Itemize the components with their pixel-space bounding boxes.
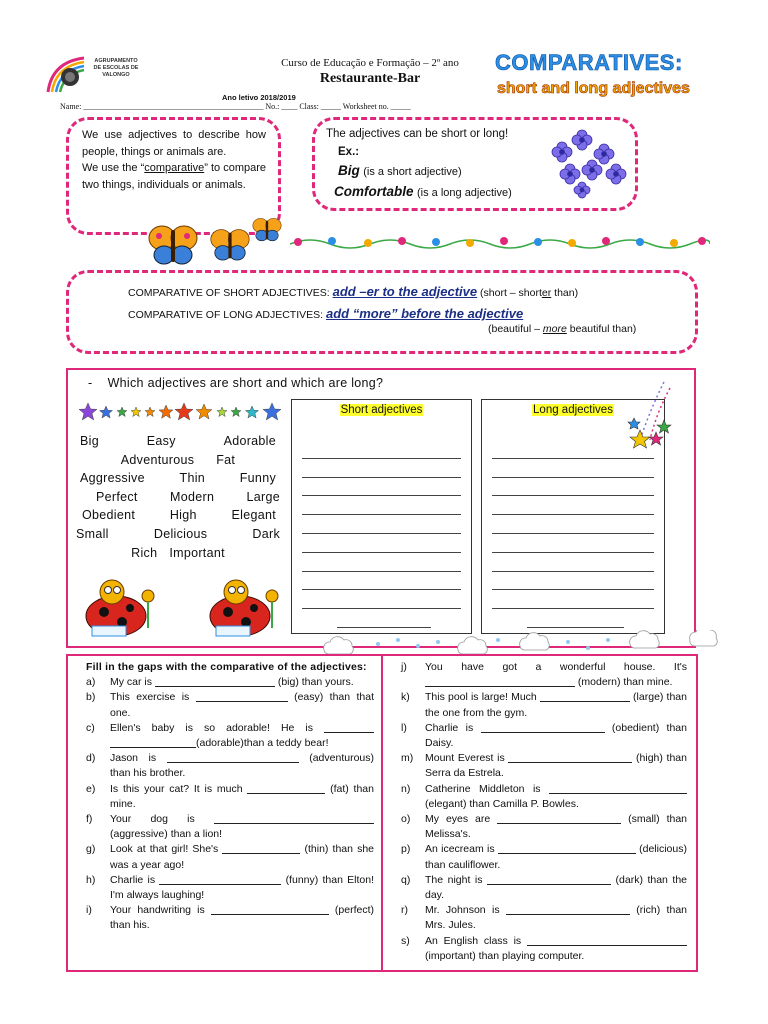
- short-adjectives-box: [291, 399, 472, 634]
- answer-blank[interactable]: [222, 843, 300, 854]
- exercise-item: [86, 675, 374, 690]
- exercise-item-text: This exercise is (easy) than that one.: [110, 691, 374, 719]
- exercise-item-label: r): [401, 904, 408, 917]
- word-item: Fat: [216, 452, 236, 467]
- exercise-item-label: g): [86, 843, 96, 856]
- answer-line[interactable]: [302, 478, 461, 497]
- exercise-item-label: l): [401, 721, 407, 734]
- exercise-item-text: Charlie is (funny) than Elton! I'm always laughing!: [110, 873, 375, 902]
- exercise-item: [401, 842, 687, 872]
- exercise-item: [401, 660, 687, 690]
- word-item: Small: [76, 526, 109, 541]
- exercise-item-text: Your handwriting is (perfect) than his.: [110, 904, 375, 932]
- exercise-item: [86, 842, 374, 872]
- word-item: Delicious: [153, 526, 208, 541]
- school-logo-text: AGRUPAMENTO DE ESCOLAS DE VALONGO: [93, 58, 139, 78]
- gap-fill-right-column: [401, 660, 687, 964]
- answer-line[interactable]: [492, 496, 654, 515]
- word-item: Thin: [179, 471, 206, 486]
- word-row: [76, 525, 280, 544]
- word-item: High: [169, 508, 197, 523]
- column-divider: [381, 654, 383, 972]
- exercise-item-text: Is this your cat? It is much (fat) than mine.: [110, 782, 374, 810]
- example-label: Ex.:: [338, 146, 360, 158]
- word-item: Adorable: [223, 434, 276, 448]
- course-subtitle: Restaurante-Bar: [319, 71, 421, 86]
- word-item: Rich: [131, 545, 158, 560]
- school-year: Ano letivo 2018/2019: [222, 93, 296, 102]
- answer-blank[interactable]: [487, 874, 611, 885]
- exercise-item-text: This pool is large! Much (large) than the one from the gym.: [425, 691, 687, 719]
- exercise-item-text: The night is (dark) than the day.: [425, 873, 688, 902]
- exercise-item-label: c): [86, 721, 95, 734]
- exercise-item-label: f): [86, 813, 93, 826]
- rule-long-adjectives: COMPARATIVE OF LONG ADJECTIVES: add “more” before the adjective: [128, 306, 524, 321]
- word-item: Big: [80, 434, 99, 448]
- answer-line[interactable]: [302, 590, 461, 609]
- exercise-item-label: i): [86, 904, 92, 917]
- word-item: Dark: [252, 526, 280, 541]
- answer-blank[interactable]: [211, 904, 329, 915]
- exercise-item-label: q): [401, 873, 411, 886]
- word-item: Modern: [170, 489, 215, 504]
- word-item: Aggressive: [80, 471, 145, 486]
- answer-blank[interactable]: [214, 813, 374, 824]
- answer-blank[interactable]: [324, 722, 374, 733]
- exercise-item-label: b): [86, 691, 96, 704]
- answer-line[interactable]: [302, 534, 461, 553]
- word-row: [76, 544, 280, 563]
- answer-line[interactable]: [302, 459, 461, 478]
- word-item: Large: [246, 489, 280, 504]
- long-adjectives-header: Long adjectives: [533, 404, 613, 416]
- answer-blank[interactable]: [247, 783, 325, 794]
- word-row: [76, 469, 280, 488]
- gap-fill-instruction: Fill in the gaps with the comparative of the adjectives:: [86, 661, 367, 673]
- exercise-item-text: Ellen's baby is so adorable! He is (adorable)than a teddy bear!: [110, 721, 374, 751]
- exercise-item: [401, 903, 687, 933]
- answer-line[interactable]: [302, 553, 461, 572]
- exercise-item-text: My eyes are (small) than Melissa's.: [425, 813, 688, 841]
- answer-line[interactable]: [492, 572, 654, 591]
- exercise-item-text: You have got a wonderful house. It's (modern) than mine.: [425, 661, 687, 689]
- answer-blank[interactable]: [527, 935, 687, 946]
- exercise-item-label: o): [401, 813, 411, 826]
- exercise-item-label: h): [86, 873, 96, 886]
- exercise-item-label: n): [401, 782, 411, 795]
- exercise-item-label: p): [401, 843, 411, 856]
- exercise-item: [86, 903, 374, 933]
- answer-line[interactable]: [302, 572, 461, 591]
- flower-garland: [290, 232, 710, 252]
- adjective-word-bank: [76, 432, 280, 562]
- exercise-item-text: An English class is (important) than playing computer.: [425, 934, 687, 964]
- rule-short-adjectives: COMPARATIVE OF SHORT ADJECTIVES: add –er to the adjective (short – shorter than): [128, 284, 579, 299]
- ladybug-character: [82, 572, 164, 640]
- gap-fill-left-column: [86, 660, 374, 934]
- answer-blank[interactable]: [159, 874, 281, 885]
- exercise-item-label: d): [86, 752, 96, 765]
- answer-line[interactable]: [492, 459, 654, 478]
- ladybug-character: [206, 572, 288, 640]
- answer-blank[interactable]: [497, 813, 621, 824]
- answer-blank[interactable]: [167, 752, 299, 763]
- exercise-item: [401, 690, 687, 720]
- answer-line[interactable]: [302, 496, 461, 515]
- intro-text-1: We use adjectives to describe how people, things or animals are.: [82, 129, 266, 158]
- exercise-item-label: s): [401, 934, 410, 947]
- exercise-item-text: Mount Everest is (high) than Serra da Estrela.: [425, 752, 687, 780]
- word-row: [76, 506, 280, 525]
- answer-line[interactable]: [337, 609, 431, 628]
- exercise-item: [86, 873, 374, 903]
- word-row: [76, 488, 280, 507]
- sort-question: - Which adjectives are short and which are long?: [88, 376, 384, 390]
- exercise-item: [86, 782, 374, 812]
- exercise-item: [86, 751, 374, 781]
- exercise-item: [86, 721, 374, 751]
- exercise-item-label: k): [401, 691, 410, 704]
- word-item: Important: [169, 545, 225, 560]
- word-item: Funny: [239, 471, 276, 486]
- answer-blank[interactable]: [425, 676, 575, 687]
- answer-blank[interactable]: [506, 904, 630, 915]
- exercise-item-text: Jason is (adventurous) than his brother.: [110, 752, 375, 780]
- exercise-item-text: An icecream is (delicious) than cauliflower.: [425, 843, 687, 871]
- answer-line[interactable]: [492, 478, 654, 497]
- answer-blank[interactable]: [196, 691, 288, 702]
- example-intro: The adjectives can be short or long!: [326, 128, 509, 140]
- exercise-item: [401, 873, 687, 903]
- butterfly-icon: [210, 226, 250, 262]
- star-icon: [78, 402, 284, 422]
- answer-line[interactable]: [492, 515, 654, 534]
- exercise-item-label: e): [86, 782, 96, 795]
- answer-line[interactable]: [492, 553, 654, 572]
- answer-line[interactable]: [302, 515, 461, 534]
- exercise-item: [401, 751, 687, 781]
- answer-blank[interactable]: [110, 737, 196, 748]
- word-row: [76, 451, 280, 470]
- flower-cluster-icon: [548, 128, 632, 200]
- exercise-item-label: m): [401, 752, 414, 765]
- word-item: Adventurous: [120, 452, 195, 467]
- answer-blank[interactable]: [155, 676, 275, 687]
- butterfly-icon: [252, 216, 282, 242]
- word-item: Easy: [146, 434, 176, 448]
- exercise-item-label: j): [401, 661, 407, 673]
- exercise-item: [401, 721, 687, 751]
- exercise-item: [401, 934, 687, 964]
- answer-blank[interactable]: [481, 722, 605, 733]
- answer-blank[interactable]: [540, 691, 630, 702]
- word-item: Perfect: [96, 489, 138, 504]
- exercise-item: [401, 782, 687, 812]
- rule-long-example: (beautiful – more beautiful than): [488, 323, 637, 335]
- answer-line[interactable]: [492, 534, 654, 553]
- exercise-item-label: a): [86, 676, 96, 689]
- exercise-item-text: Your dog is (aggressive) than a lion!: [110, 812, 374, 842]
- answer-line[interactable]: [492, 590, 654, 609]
- word-item: Elegant: [231, 508, 276, 523]
- answer-line[interactable]: [527, 609, 624, 628]
- exercise-item-text: My car is (big) than yours.: [110, 676, 354, 689]
- butterfly-icon: [148, 222, 198, 266]
- intro-text-2: We use the “comparative” to compare two things, individuals or animals.: [82, 162, 266, 191]
- exercise-item: [86, 690, 374, 720]
- answer-blank[interactable]: [549, 783, 687, 794]
- short-adjectives-header: Short adjectives: [340, 404, 423, 416]
- exercise-item-text: Charlie is (obedient) than Daisy.: [425, 721, 687, 750]
- worksheet-subtitle: short and long adjectives: [497, 80, 690, 97]
- example-long: Comfortable (is a long adjective): [334, 184, 512, 199]
- star-icon: [620, 380, 676, 454]
- exercise-item-text: Mr. Johnson is (rich) than Mrs. Jules.: [425, 904, 687, 932]
- word-row: [76, 432, 280, 451]
- example-short: Big (is a short adjective): [338, 163, 462, 178]
- answer-line[interactable]: [302, 440, 461, 459]
- word-item: Obedient: [82, 508, 136, 523]
- exercise-item: [401, 812, 687, 842]
- intro-text: [82, 127, 266, 193]
- exercise-item-text: Catherine Middleton is (elegant) than Camilla P. Bowles.: [425, 782, 687, 812]
- answer-blank[interactable]: [498, 843, 636, 854]
- worksheet-title: COMPARATIVES:: [495, 50, 683, 75]
- course-title: Curso de Educação e Formação – 2º ano: [281, 57, 459, 69]
- answer-blank[interactable]: [508, 752, 632, 763]
- exercise-item-text: Look at that girl! She's (thin) than she was a year ago!: [110, 843, 374, 871]
- exercise-item: [86, 812, 374, 842]
- student-info-line: Name: _____________________________________________ No.: ____ Class: _____ Worksheet no. _____: [60, 102, 411, 111]
